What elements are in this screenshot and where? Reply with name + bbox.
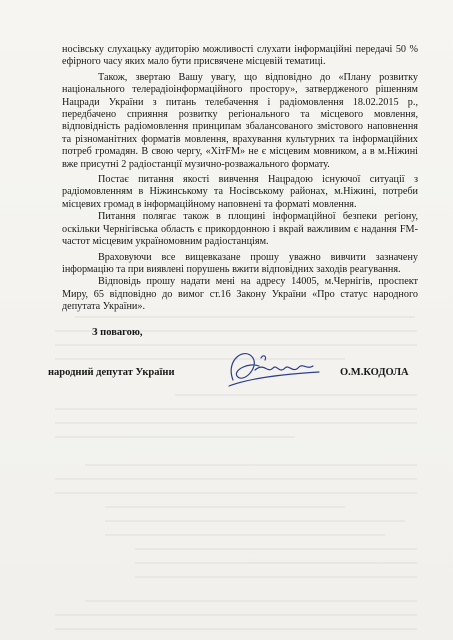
paragraph-5: Враховуючи все вищевказане прошу уважно вивчити зазначену інформацію та при виявлені порушень вжити відповідних заходів реагування. [62,251,418,275]
signatory-name: О.М.КОДОЛА [340,367,409,378]
paragraph-3: Постає питання якості вивчення Нацрадою існуючої ситуації з радіомовленням в Ніжинському та Носівському районах, м.Ніжині, потреби місцевих громад в інформаційному наповнені та форматі мовлення. [62,174,418,210]
closing-regards: З повагою, [92,327,143,338]
paragraph-4: Питання полягає також в площині інформаційної безпеки регіону, оскільки Чернігівська область є прикордонною і вкрай важливим є надання FM-частот місцевим україномовним радіостанціям. [62,211,418,248]
handwritten-signature [215,340,325,400]
letter-body [62,44,418,314]
paragraph-1: носівську слухацьку аудиторію можливості слухати інформаційні передачі 50 % ефірного часу яких мало бути присвячене місцевій тематиці. [62,44,418,68]
signatory-position: народний депутат України [48,367,175,378]
paragraph-6: Відповідь прошу надати мені на адресу 14005, м.Чернігів, проспект Миру, 65 відповідно до вимог ст.16 Закону України «Про статус народного депутата України». [62,276,418,313]
paragraph-2: Також, звертаю Вашу увагу, що відповідно до «Плану розвитку національного телерадіоінформаційного простору», затвердженого рішенням Нацради України з питань телебачення і радіомовлення 18.02.2015 р., передбачено сприяння розвитку регіонального та місцевого мовлення, відповідність радіомовлення принципам збалансованого змістового наповнення та різноманітних форматів мовлення, врахування культурних та інформаційних потреб громадян. В свою чергу, «ХітFM» не є місцевим мовником, а в м.Ніжині вже присутні 2 радіостанції музично-розважального формату. [62,71,418,170]
